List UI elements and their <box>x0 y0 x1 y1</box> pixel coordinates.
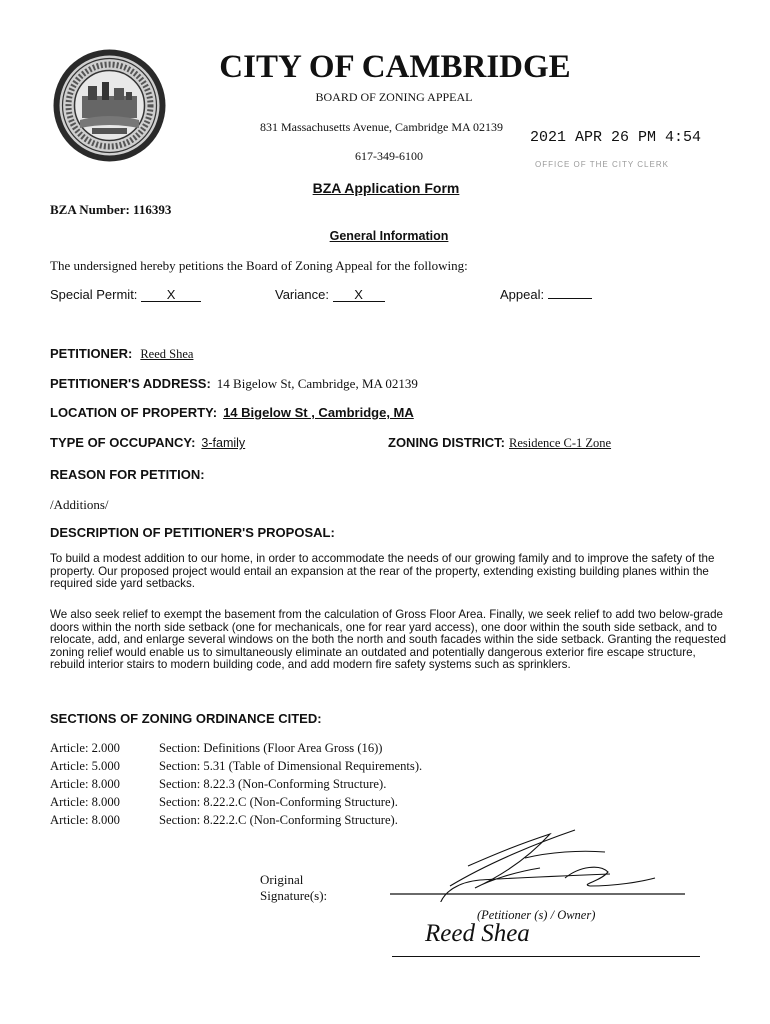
signature-label-line1: Original <box>260 872 304 887</box>
section-reference: Section: Definitions (Floor Area Gross (16)) <box>159 741 383 755</box>
special-permit-label: Special Permit: <box>50 287 138 302</box>
article-number: Article: 8.000 <box>50 795 120 809</box>
article-number: Article: 8.000 <box>50 777 120 791</box>
section-reference: Section: 5.31 (Table of Dimensional Requirements). <box>159 759 423 773</box>
zoning-district-label: ZONING DISTRICT: <box>388 435 505 450</box>
property-location-label: LOCATION OF PROPERTY: <box>50 405 218 420</box>
proposal-label: DESCRIPTION OF PETITIONER'S PROPOSAL: <box>50 525 335 540</box>
signature-label-line2: Signature(s): <box>260 888 328 903</box>
appeal-row <box>500 287 592 302</box>
article-number: Article: 8.000 <box>50 813 120 827</box>
article-row <box>50 759 422 774</box>
bza-number: BZA Number: 116393 <box>50 202 172 217</box>
appeal-field <box>548 298 592 299</box>
received-date-stamp: 2021 APR 26 PM 4:54 <box>530 129 702 146</box>
general-info-heading: General Information <box>329 229 449 243</box>
article-row <box>50 795 398 810</box>
reason-label: REASON FOR PETITION: <box>50 467 205 482</box>
section-reference: Section: 8.22.2.C (Non-Conforming Structure). <box>159 813 398 827</box>
handwritten-name: Reed Shea <box>425 920 530 947</box>
zoning-district-row <box>388 434 611 452</box>
sections-label: SECTIONS OF ZONING ORDINANCE CITED: <box>50 711 322 726</box>
petitioner-address: 14 Bigelow St, Cambridge, MA 02139 <box>216 376 418 391</box>
proposal-paragraph-1: To build a modest addition to our home, in order to accommodate the needs of our growing family and to improve the safety of the property. Our proposed project would entail an expansion at the rear of the property, extending existing building planes within the required side yard setbacks. <box>50 552 715 591</box>
name-line <box>392 956 700 957</box>
property-location: 14 Bigelow St , Cambridge, MA <box>223 405 414 420</box>
petitioner-name: Reed Shea <box>140 347 194 361</box>
petitioner-address-row <box>50 375 418 393</box>
special-permit-field: X <box>141 288 201 302</box>
signature-caption: (Petitioner (s) / Owner) <box>477 908 596 922</box>
property-location-row <box>50 404 414 422</box>
variance-label: Variance: <box>275 287 329 302</box>
page-title: CITY OF CAMBRIDGE <box>219 49 571 85</box>
petition-intro: The undersigned hereby petitions the Board of Zoning Appeal for the following: <box>50 258 468 273</box>
section-reference: Section: 8.22.3 (Non-Conforming Structure). <box>159 777 387 791</box>
board-name: BOARD OF ZONING APPEAL <box>315 90 473 104</box>
petitioner-address-label: PETITIONER'S ADDRESS: <box>50 376 211 391</box>
appeal-label: Appeal: <box>500 287 545 302</box>
reason-value: /Additions/ <box>50 497 109 512</box>
petitioner-row <box>50 345 193 363</box>
petitioner-label: PETITIONER: <box>50 346 133 361</box>
zoning-district: Residence C-1 Zone <box>509 436 612 450</box>
proposal-paragraph-2: We also seek relief to exempt the basement from the calculation of Gross Floor Area. Finally, we seek relief to add two below-grade doors within the north side setback (one for mechanicals, one for rear yard access), one door within the south side setback, and to relocate, add, and enlarge several windows on the both the north and south facades within the side setback. Granting the requested zoning relief would enable us to simultaneously eliminate an outdated and potentially dangerous exterior fire escape structure, rebuild interior stairs to modern building code, and add modern fire safety systems such as sprinklers. <box>50 608 727 672</box>
form-title: BZA Application Form <box>312 180 460 196</box>
article-number: Article: 5.000 <box>50 759 120 773</box>
article-number: Article: 2.000 <box>50 741 120 755</box>
handwritten-signature <box>380 822 700 902</box>
city-phone: 617-349-6100 <box>355 149 423 163</box>
city-address: 831 Massachusetts Avenue, Cambridge MA 02139 <box>259 120 504 134</box>
section-reference: Section: 8.22.2.C (Non-Conforming Structure). <box>159 795 398 809</box>
clerk-office-stamp: OFFICE OF THE CITY CLERK <box>535 160 669 169</box>
article-row <box>50 813 398 828</box>
article-row <box>50 777 386 792</box>
variance-row <box>275 287 385 302</box>
article-row <box>50 741 383 756</box>
occupancy-row <box>50 434 245 452</box>
occupancy-type: 3-family <box>201 436 246 450</box>
occupancy-label: TYPE OF OCCUPANCY: <box>50 435 196 450</box>
special-permit-row <box>50 287 201 302</box>
variance-field: X <box>333 288 385 302</box>
